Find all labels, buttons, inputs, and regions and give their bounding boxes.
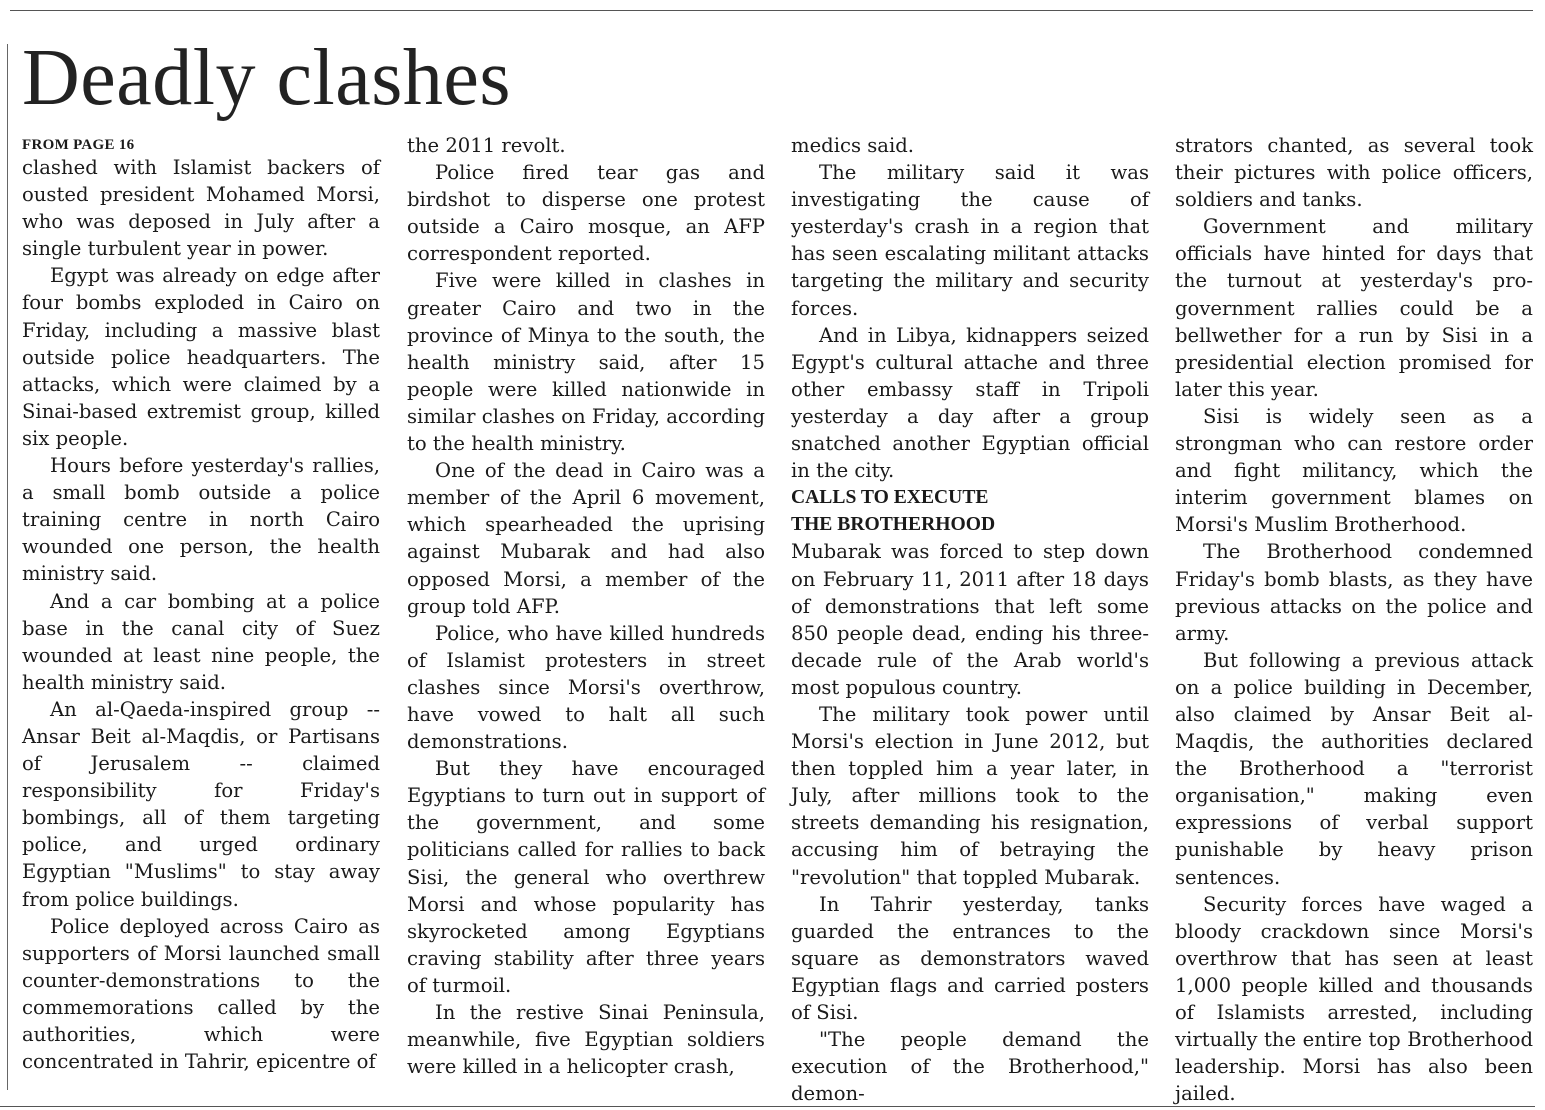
paragraph: The military said it was investigating the cause of yesterday's crash in a region that has seen escalating militant attacks targeting the military and security forces. xyxy=(791,161,1149,320)
paragraph: One of the dead in Cairo was a member of the April 6 movement, which spearheaded the uprising against Mubarak and had also opposed Morsi, a member of the group told AFP. xyxy=(407,459,765,618)
paragraph: "The people demand the execution of the Brotherhood," demon- xyxy=(791,1028,1149,1106)
headline: Deadly clashes xyxy=(22,34,512,122)
column-3 xyxy=(791,132,1149,1107)
paragraph: Police deployed across Cairo as supporters of Morsi launched small counter-demonstrations to the commemorations called by the authorities, which were concentrated in Tahrir, epicentre of xyxy=(22,914,380,1074)
paragraph: But they have encouraged Egyptians to turn out in support of the government, and some politicians called for rallies to back Sisi, the general who overthrew Morsi and whose popularity has skyrocketed among Egyptians craving stability after three years of turmoil. xyxy=(407,757,765,997)
left-rule xyxy=(7,44,8,1090)
paragraph: clashed with Islamist backers of ousted president Mohamed Morsi, who was deposed in July after a single turbulent year in power. xyxy=(22,156,380,261)
top-rule xyxy=(10,10,1533,11)
paragraph: Security forces have waged a bloody crackdown since Morsi's overthrow that has seen at least 1,000 people killed and thousands of Islamists arrested, including virtually the entire top Brotherhood leadership. Morsi has also been jailed. xyxy=(1175,892,1533,1106)
column-2 xyxy=(407,132,765,1080)
paragraph: Government and military officials have hinted for days that the turnout at yesterday's pro-government rallies could be a bellwether for a run by Sisi in a presidential election promised for later this year. xyxy=(1175,215,1533,401)
column-4 xyxy=(1175,132,1533,1107)
paragraph: Police fired tear gas and birdshot to disperse one protest outside a Cairo mosque, an AFP correspondent reported. xyxy=(407,161,765,266)
paragraph: And in Libya, kidnappers seized Egypt's cultural attache and three other embassy staff in Tripoli yesterday a day after a group snatched another Egyptian official in the city. xyxy=(791,323,1149,483)
paragraph: Police, who have killed hundreds of Islamist protesters in street clashes since Morsi's overthrow, have vowed to halt all such demonstrations. xyxy=(407,621,765,754)
subheading-line-1: CALLS TO EXECUTE xyxy=(791,487,989,509)
paragraph: In Tahrir yesterday, tanks guarded the entrances to the square as demonstrators waved Egyptian flags and carried posters of Sisi. xyxy=(791,892,1149,1024)
paragraph: Mubarak was forced to step down on February 11, 2011 after 18 days of demonstrations that left some 850 people dead, ending his three-decade rule of the Arab world's most populous country. xyxy=(791,540,1149,699)
paragraph: medics said. xyxy=(791,134,915,157)
paragraph: Five were killed in clashes in greater Cairo and two in the province of Minya to the south, the health ministry said, after 15 people were killed nationwide in similar clashes on Friday, according to the health ministry. xyxy=(407,269,765,456)
paragraph: An al-Qaeda-inspired group -- Ansar Beit al-Maqdis, or Partisans of Jerusalem -- claimed responsibility for Friday's bombings, all of them targeting police, and urged ordinary Egyptian "Muslims" to stay away from police buildings. xyxy=(22,697,380,911)
paragraph: But following a previous attack on a police building in December, also claimed by Ansar Beit al-Maqdis, the authorities declared the Brotherhood a "terrorist organisation," making even expressions of verbal support punishable by heavy prison sentences. xyxy=(1175,648,1533,889)
subheading-line-2: THE BROTHERHOOD xyxy=(791,514,996,536)
paragraph: In the restive Sinai Peninsula, meanwhile, five Egyptian soldiers were killed in a helicopter crash, xyxy=(407,1001,765,1079)
paragraph: the 2011 revolt. xyxy=(407,134,566,157)
paragraph: The Brotherhood condemned Friday's bomb blasts, as they have previous attacks on the police and army. xyxy=(1175,540,1533,645)
paragraph: Egypt was already on edge after four bombs exploded in Cairo on Friday, including a massive blast outside police headquarters. The attacks, which were claimed by a Sinai-based extremist group, killed six people. xyxy=(22,264,380,450)
paragraph: strators chanted, as several took their pictures with police officers, soldiers and tanks. xyxy=(1175,134,1533,212)
paragraph: The military took power until Morsi's election in June 2012, but then toppled him a year later, in July, after millions took to the streets demanding his resignation, accusing him of betraying the "revolution" that toppled Mubarak. xyxy=(791,702,1149,889)
paragraph: Hours before yesterday's rallies, a small bomb outside a police training centre in north Cairo wounded one person, the health ministry said. xyxy=(22,454,380,586)
paragraph: Sisi is widely seen as a strongman who can restore order and fight militancy, which the interim government blames on Morsi's Muslim Brotherhood. xyxy=(1175,404,1533,537)
paragraph: And a car bombing at a police base in the canal city of Suez wounded at least nine people, the health ministry said. xyxy=(22,589,380,694)
continuation-kicker: FROM PAGE 16 xyxy=(22,137,135,153)
column-1 xyxy=(22,136,380,1075)
